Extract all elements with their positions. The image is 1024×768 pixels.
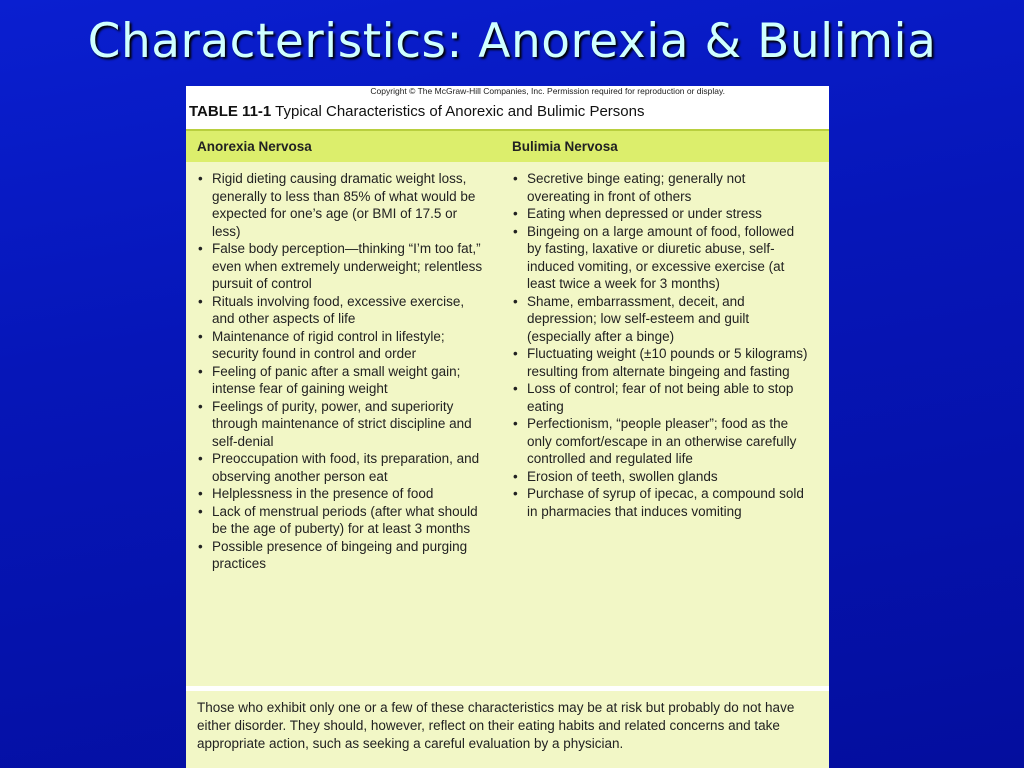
list-item: • Secretive binge eating; generally not overeating in front of others [512, 170, 812, 205]
list-item: • Shame, embarrassment, deceit, and depression; low self-esteem and guilt (especially after a binge) [512, 293, 812, 346]
list-item: • Bingeing on a large amount of food, followed by fasting, laxative or diuretic abuse, self-induced vomiting, or excessive exercise (at least twice a week for 3 months) [512, 223, 812, 293]
list-item: • False body perception—thinking “I’m too fat,” even when extremely underweight; relentless pursuit of control [197, 240, 489, 293]
list-item: • Purchase of syrup of ipecac, a compound sold in pharmacies that induces vomiting [512, 485, 812, 520]
list-item: • Fluctuating weight (±10 pounds or 5 kilograms) resulting from alternate bingeing and fasting [512, 345, 812, 380]
footnote-text: Those who exhibit only one or a few of these characteristics may be at risk but probably do not have either disorder. They should, however, reflect on their eating habits and related concerns and take appropriate action, such as seeking a careful evaluation by a physician. [197, 700, 795, 751]
list-item: • Lack of menstrual periods (after what should be the age of puberty) for at least 3 months [197, 503, 489, 538]
list-item: • Possible presence of bingeing and purging practices [197, 538, 489, 573]
list-item: • Loss of control; fear of not being able to stop eating [512, 380, 812, 415]
list-item: • Maintenance of rigid control in lifestyle; security found in control and order [197, 328, 489, 363]
anorexia-header: Anorexia Nervosa [197, 139, 312, 154]
list-item: • Feelings of purity, power, and superiority through maintenance of strict discipline and self-denial [197, 398, 489, 451]
table-header-row [186, 129, 829, 162]
table-11-1 [186, 86, 829, 768]
list-item: • Erosion of teeth, swollen glands [512, 468, 812, 486]
list-item: • Perfectionism, “people pleaser”; food as the only comfort/escape in an otherwise carefully controlled and regulated life [512, 415, 812, 468]
list-item: • Feeling of panic after a small weight gain; intense fear of gaining weight [197, 363, 489, 398]
list-item: • Helplessness in the presence of food [197, 485, 489, 503]
list-item: • Preoccupation with food, its preparation, and observing another person eat [197, 450, 489, 485]
table-footnote [186, 689, 829, 768]
table-title: Typical Characteristics of Anorexic and Bulimic Persons [275, 103, 645, 120]
slide-title: Characteristics: Anorexia & Bulimia [87, 14, 937, 69]
anorexia-list [197, 170, 489, 573]
list-item: • Rituals involving food, excessive exercise, and other aspects of life [197, 293, 489, 328]
list-item: • Rigid dieting causing dramatic weight loss, generally to less than 85% of what would be expected for one’s age (or BMI of 17.5 or less) [197, 170, 489, 240]
list-item: • Eating when depressed or under stress [512, 205, 812, 223]
bulimia-list [512, 170, 812, 520]
bulimia-header: Bulimia Nervosa [512, 139, 618, 154]
table-body [186, 162, 829, 686]
copyright-notice: Copyright © The McGraw-Hill Companies, Inc. Permission required for reproduction or display. [370, 86, 725, 96]
table-number: TABLE 11-1 [189, 103, 272, 120]
table-caption [189, 103, 644, 120]
